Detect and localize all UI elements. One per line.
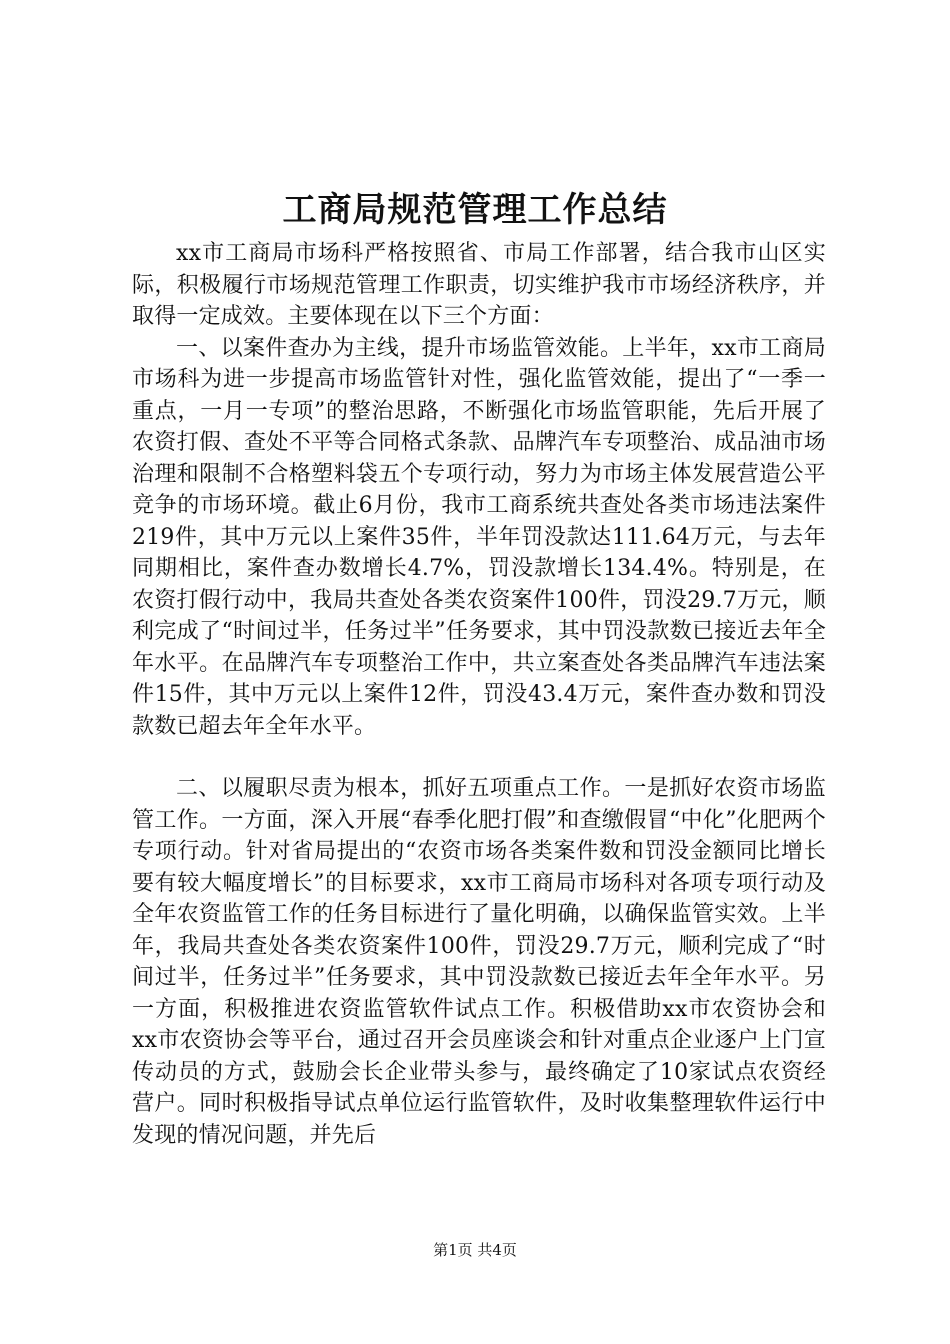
section-one-paragraph: 一、以案件查办为主线，提升市场监管效能。上半年，xx市工商局市场科为进一步提高市场监管针对性，强化监管效能，提出了“一季一重点，一月一专项”的整治思路，不断强化市场监管职能，先后开展了农资打假、查处不平等合同格式条款、品牌汽车专项整治、成品油市场治理和限制不合格塑料袋五个专项行动，努力为市场主体发展营造公平竞争的市场环境。截止6月份，我市工商系统共查处各类市场违法案件219件，其中万元以上案件35件，半年罚没款达111.64万元，与去年同期相比，案件查办数增长4.7%，罚没款增长134.4%。特别是，在农资打假行动中，我局共查处各类农资案件100件，罚没29.7万元，顺利完成了“时间过半，任务过半”任务要求，其中罚没款数已接近去年全年水平。在品牌汽车专项整治工作中，共立案查处各类品牌汽车违法案件15件，其中万元以上案件12件，罚没43.4万元，案件查办数和罚没款数已超去年全年水平。 [132,335,826,739]
document-body [132,238,826,1151]
section-two-paragraph: 二、以履职尽责为根本，抓好五项重点工作。一是抓好农资市场监管工作。一方面，深入开展“春季化肥打假”和查缴假冒“中化”化肥两个专项行动。针对省局提出的“农资市场各类案件数和罚没金额同比增长要有较大幅度增长”的目标要求，xx市工商局市场科对各项专项行动及全年农资监管工作的任务目标进行了量化明确，以确保监管实效。上半年，我局共查处各类农资案件100件，罚没29.7万元，顺利完成了“时间过半，任务过半”任务要求，其中罚没款数已接近去年全年水平。另一方面，积极推进农资监管软件试点工作。积极借助xx市农资协会和xx市农资协会等平台，通过召开会员座谈会和针对重点企业逐户上门宣传动员的方式，鼓励会长企业带头参与，最终确定了10家试点农资经营户。同时积极指导试点单位运行监管软件，及时收集整理软件运行中发现的情况问题，并先后 [132,776,826,1148]
paragraph-spacer [132,742,826,773]
intro-paragraph: xx市工商局市场科严格按照省、市局工作部署，结合我市山区实际，积极履行市场规范管理工作职责，切实维护我市市场经济秩序，并取得一定成效。主要体现在以下三个方面： [132,241,826,329]
document-title: 工商局规范管理工作总结 [282,190,668,230]
page-number-footer: 第1页 共4页 [433,1241,517,1259]
